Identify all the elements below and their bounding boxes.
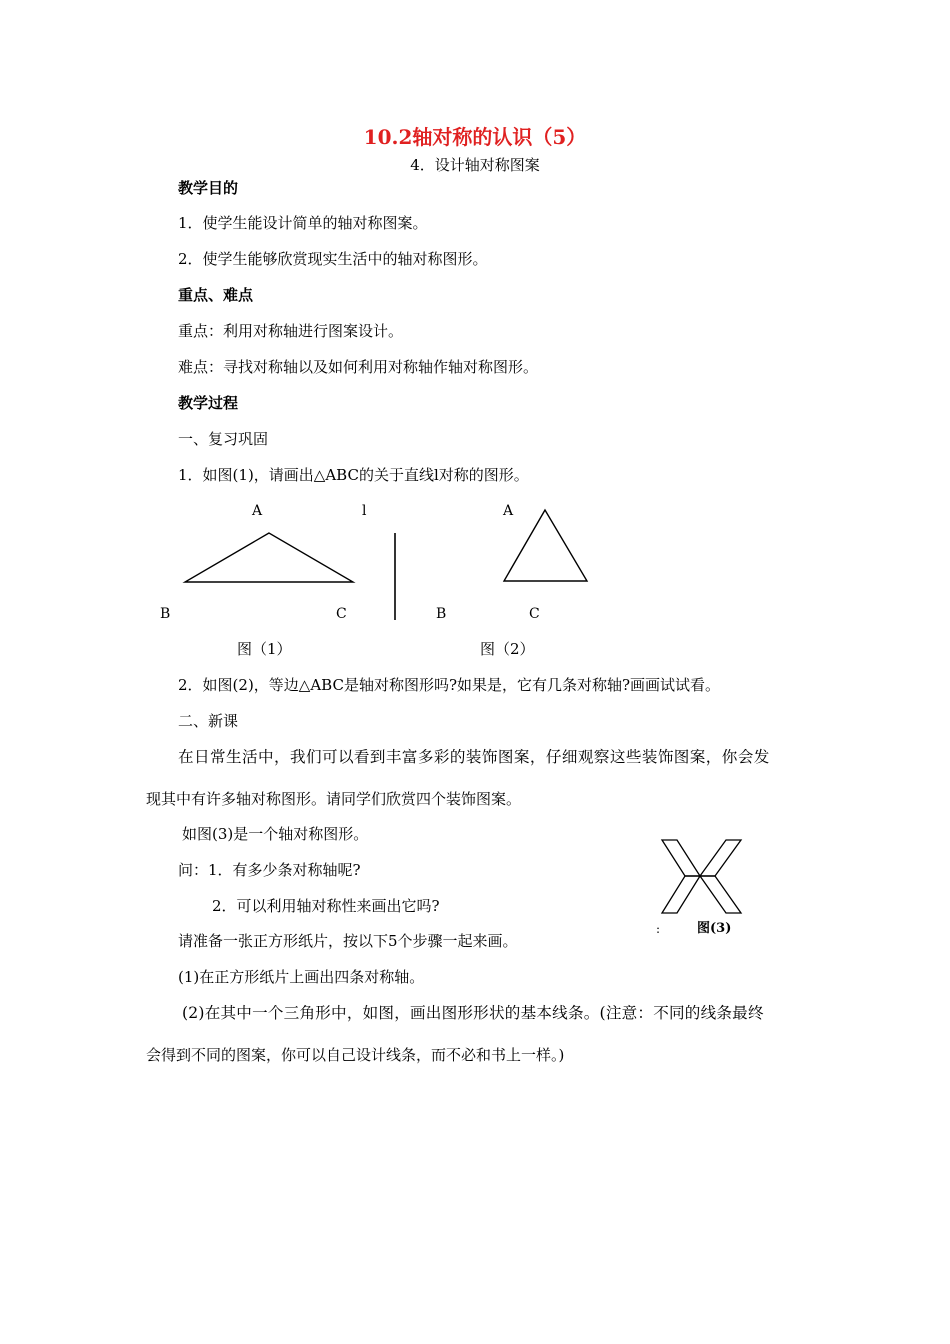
objective-1: 1．使学生能设计简单的轴对称图案。 (178, 214, 428, 232)
figure-2-label-c: C (529, 606, 540, 622)
figure-1-label-c: C (336, 606, 347, 622)
figure-1-label-b: B (160, 606, 171, 622)
pattern-rhombus-bottom-right (700, 876, 741, 913)
step-2-line-1: (2)在其中一个三角形中，如图，画出图形形状的基本线条。(注意：不同的线条最终 (182, 1004, 764, 1022)
figure-2-label-a: A (503, 503, 514, 519)
pattern-rhombus-top-left (662, 840, 700, 876)
paragraph-1-line-2: 现其中有许多轴对称图形。请同学们欣赏四个装饰图案。 (146, 790, 522, 808)
page-title: 10.2轴对称的认识（5） (363, 125, 587, 149)
review-question-2: 2．如图(2)，等边△ABC是轴对称图形吗?如果是，它有几条对称轴?画画试试看。 (178, 676, 721, 694)
step-2-line-2: 会得到不同的图案，你可以自己设计线条，而不必和书上一样。) (146, 1046, 565, 1064)
question-1: 问：1．有多少条对称轴呢? (178, 861, 361, 879)
subtitle: 4．设计轴对称图案 (410, 156, 540, 174)
section-process-heading: 教学过程 (178, 394, 239, 412)
question-2: 2．可以利用轴对称性来画出它吗? (212, 897, 440, 915)
section-key-points-heading: 重点、难点 (178, 286, 254, 304)
figure-1-label-a: A (252, 503, 263, 519)
difficulty: 难点：寻找对称轴以及如何利用对称轴作轴对称图形。 (178, 358, 539, 376)
step-1: (1)在正方形纸片上画出四条对称轴。 (178, 968, 425, 986)
part-1-heading: 一、复习巩固 (178, 430, 269, 448)
section-objectives-heading: 教学目的 (178, 179, 239, 197)
figure-2-caption: 图（2） (480, 640, 535, 658)
figure-1-caption: 图（1） (237, 640, 292, 658)
key-point: 重点：利用对称轴进行图案设计。 (178, 322, 404, 340)
figure-2-label-b: B (436, 606, 447, 622)
prepare-instruction: 请准备一张正方形纸片，按以下5个步骤一起来画。 (178, 932, 518, 950)
figure-1-label-l: l (362, 503, 367, 519)
pattern-rhombus-top-right (700, 840, 741, 876)
figure-3-intro: 如图(3)是一个轴对称图形。 (182, 825, 369, 843)
pattern-rhombus-bottom-left (662, 876, 700, 913)
review-question-1: 1．如图(1)，请画出△ABC的关于直线l对称的图形。 (178, 466, 529, 484)
paragraph-1-line-1: 在日常生活中，我们可以看到丰富多彩的装饰图案，仔细观察这些装饰图案，你会发 (178, 748, 770, 766)
figure-3-mark: : (656, 922, 661, 936)
part-2-heading: 二、新课 (178, 712, 239, 730)
objective-2: 2．使学生能够欣赏现实生活中的轴对称图形。 (178, 250, 488, 268)
figure-3-caption: 图(3) (697, 921, 732, 936)
